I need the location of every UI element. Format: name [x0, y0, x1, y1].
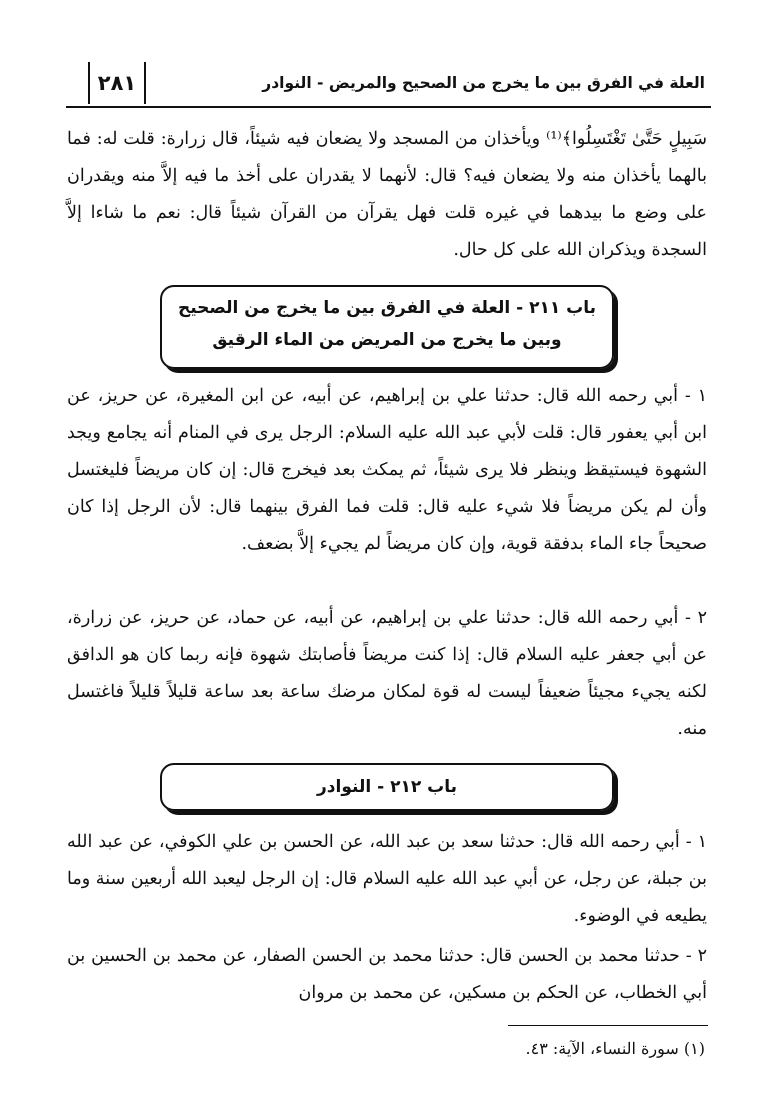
paragraph-text: ١ - أبي رحمه الله قال: حدثنا علي بن إبراهيم، عن أبيه، عن ابن المغيرة، عن حريز، عن ابن أبي يعفور قال: قلت لأبي عبد الله عليه السلام: الرجل يرى في المنام أنه يجامع ويجد الشهوة فيستيقظ وينظر فلا يرى شيئاً، ثم يمكث بعد فيخرج قال: إن كان مريضاً فليغتسل وأن لم يكن مريضاً فلا شيء عليه قال: قلت فما الفرق بينهما قال: لأن الرجل إذا كان صحيحاً جاء الماء بدفقة قوية، وإن كان مريضاً لم يجيء إلاَّ بضعف.	[67, 386, 707, 554]
header-title: العلة في الفرق بين ما يخرج من الصحيح والمريض - النوادر	[262, 74, 705, 92]
paragraph-text: سَبِيلٍ حَتَّىٰ تَغْتَسِلُوا﴾⁽¹⁾ ويأخذان من المسجد ولا يضعان فيه شيئاً، قال زرارة: قلت له: فما بالهما يأخذان منه ولا يضعان فيه؟ قال: لأنهما لا يقدران على أخذ ما فيه إلاَّ منه ويقدران على وضع ما بيدهما في غيره قلت فهل يقرآن من القرآن شيئاً قال: نعم ما شاءا إلاَّ السجدة ويذكران الله على كل حال.	[67, 129, 707, 260]
chapter-heading-211	[160, 285, 614, 369]
hadith-212-1	[67, 824, 707, 935]
page-number: ٢٨١	[88, 62, 146, 104]
paragraph-text: ٢ - أبي رحمه الله قال: حدثنا علي بن إبراهيم، عن أبيه، عن حماد، عن حريز، عن زرارة، عن أبي جعفر عليه السلام قال: إذا كنت مريضاً فأصابتك شهوة فإنه ربما كان هو الدافق لكنه يجيء مجيئاً ضعيفاً ليست له قوة لمكان مرضك ساعة بعد ساعة قليلاً قليلاً فاغتسل منه.	[67, 608, 707, 739]
paragraph-verse-continuation	[67, 121, 707, 269]
chapter-heading-212	[160, 763, 614, 811]
hadith-211-2	[67, 600, 707, 748]
chapter-heading-line-1: باب ٢١١ - العلة في الفرق بين ما يخرج من الصحيح	[177, 298, 597, 318]
hadith-211-1	[67, 378, 707, 563]
footnote: (١) سورة النساء، الآية: ٤٣.	[525, 1039, 705, 1058]
chapter-heading-line-2: وبين ما يخرج من المريض من الماء الرقيق	[212, 330, 562, 350]
running-header	[66, 60, 711, 108]
hadith-212-2	[67, 938, 707, 1012]
footnote-divider	[508, 1025, 708, 1026]
chapter-heading-line: باب ٢١٢ - النوادر	[317, 777, 457, 797]
paragraph-text: ٢ - حدثنا محمد بن الحسن قال: حدثنا محمد بن الحسن الصفار، عن محمد بن الحسين بن أبي الخطاب، عن الحكم بن مسكين، عن محمد بن مروان	[67, 946, 707, 1003]
paragraph-text: ١ - أبي رحمه الله قال: حدثنا سعد بن عبد الله، عن الحسن بن علي الكوفي، عن عبد الله بن جبلة، عن رجل، عن أبي عبد الله عليه السلام قال: إن الرجل ليعبد الله أربعين سنة وما يطيعه في الوضوء.	[67, 832, 707, 926]
